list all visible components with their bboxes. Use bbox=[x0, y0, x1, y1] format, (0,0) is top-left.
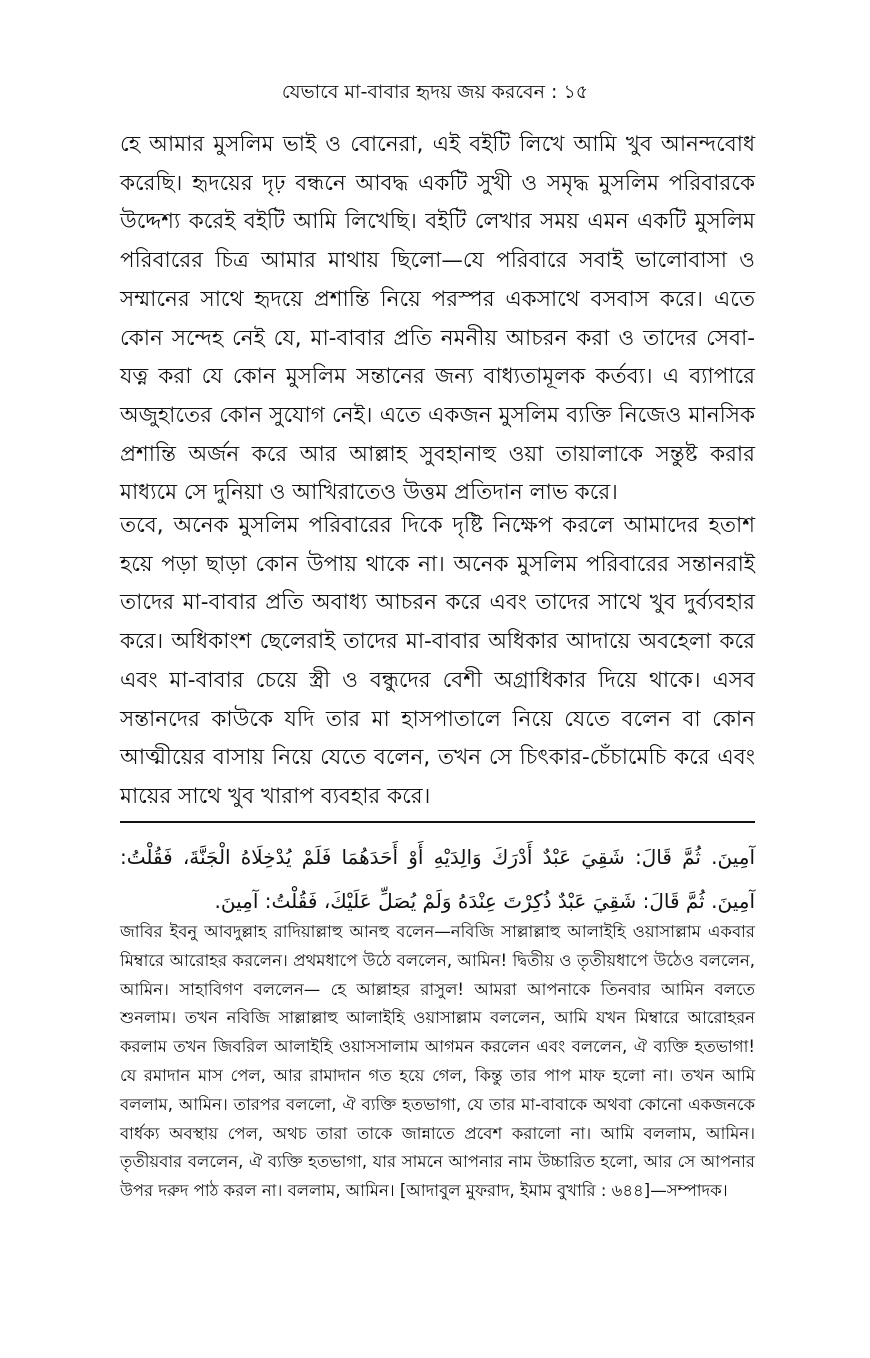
running-header: যেভাবে মা-বাবার হৃদয় জয় করবেন : ১৫ bbox=[281, 81, 589, 103]
footnote-separator bbox=[120, 821, 755, 823]
body-paragraph-1: হে আমার মুসলিম ভাই ও বোনেরা, এই বইটি লিখে আমি খুব আনন্দবোধ করেছি। হৃদয়ের দৃঢ় বন্ধনে আবদ্ধ একটি সুখী ও সমৃদ্ধ মুসলিম পরিবারকে উদ্দেশ্য করেই বইটি আমি লিখেছি। বইটি লেখার সময় এমন একটি মুসলিম পরিবারের চিত্র আমার মাথায় ছিলো—যে পরিবারে সবাই ভালোবাসা ও সম্মানের সাথে হৃদয়ে প্রশান্তি নিয়ে পরস্পর একসাথে বসবাস করে। এতে কোন সন্দেহ নেই যে, মা-বাবার প্রতি নমনীয় আচরন করা ও তাদের সেবা-যত্ন করা যে কোন মুসলিম সন্তানের জন্য বাধ্যতামূলক কর্তব্য। এ ব্যাপারে অজুহাতের কোন সুযোগ নেই। এতে একজন মুসলিম ব্যক্তি নিজেও মানসিক প্রশান্তি অর্জন করে আর আল্লাহ সুবহানাহু ওয়া তায়ালাকে সন্তুষ্ট করার মাধ্যমে সে দুনিয়া ও আখিরাতেও উত্তম প্রতিদান লাভ করে। bbox=[120, 132, 755, 506]
footnote-bengali-text: জাবির ইবনু আবদুল্লাহ রাদিয়াল্লাহু আনহু বলেন—নবিজি সাল্লাল্লাহু আলাইহি ওয়াসাল্লাম একবার মিম্বারে আরোহর করলেন। প্রথমধাপে উঠে বললেন, আমিন! দ্বিতীয় ও তৃতীয়ধাপে উঠেও বললেন, আমিন। সাহাবিগণ বললেন— হে আল্লাহর রাসুল! আমরা আপনাকে তিনবার আমিন বলতে শুনলাম। তখন নবিজি সাল্লাল্লাহু আলাইহি ওয়াসাল্লাম বললেন, আমি যখন মিম্বারে আরোহরন করলাম তখন জিবরিল আলাইহি ওয়াসসালাম আগমন করলেন এবং বললেন, ঐ ব্যক্তি হতভাগা! যে রমাদান মাস পেল, আর রামাদান গত হয়ে গেল, কিন্তু তার পাপ মাফ হলো না। তখন আমি বললাম, আমিন। তারপর বললো, ঐ ব্যক্তি হতভাগা, যে তার মা-বাবাকে অথবা কোনো একজনকে বার্ধক্য অবস্থায় পেল, অথচ তারা তাকে জান্নাতে প্রবেশ করালো না। আমি বললাম, আমিন। তৃতীয়বার বললেন, ঐ ব্যক্তি হতভাগা, যার সামনে আপনার নাম উচ্চারিত হলো, আর সে আপনার উপর দরুদ পাঠ করল না। বললাম, আমিন। [আদাবুল মুফরাদ, ইমাম বুখারি : ৬৪৪]—সম্পাদক। bbox=[120, 922, 755, 1201]
body-paragraph-2: তবে, অনেক মুসলিম পরিবারের দিকে দৃষ্টি নিক্ষেপ করলে আমাদের হতাশ হয়ে পড়া ছাড়া কোন উপায় থাকে না। অনেক মুসলিম পরিবারের সন্তানরাই তাদের মা-বাবার প্রতি অবাধ্য আচরন করে এবং তাদের সাথে খুব দুর্ব্যবহার করে। অধিকাংশ ছেলেরাই তাদের মা-বাবার অধিকার আদায়ে অবহেলা করে এবং মা-বাবার চেয়ে স্ত্রী ও বন্ধুদের বেশী অগ্রাধিকার দিয়ে থাকে। এসব সন্তানদের কাউকে যদি তার মা হাসপাতালে নিয়ে যেতে বলেন বা কোন আত্মীয়ের বাসায় নিয়ে যেতে বলেন, তখন সে চিৎকার-চেঁচামেচি করে এবং মায়ের সাথে খুব খারাপ ব্যবহার করে। bbox=[120, 513, 755, 809]
footnote-arabic-text: آمِينَ. ثُمَّ قَالَ: شَقِيَ عَبْدٌ أَدْرَكَ وَالِدَيْهِ أَوْ أَحَدَهُمَا فَلَمْ يُدْخِلَاهُ الْجَنَّةَ، فَقُلْتُ: آمِينَ. ثُمَّ قَالَ: شَقِيَ عَبْدٌ ذُكِرْتَ عِنْدَهُ وَلَمْ يُصَلِّ عَلَيْكَ، فَقُلْتُ: آمِينَ. bbox=[120, 845, 755, 913]
